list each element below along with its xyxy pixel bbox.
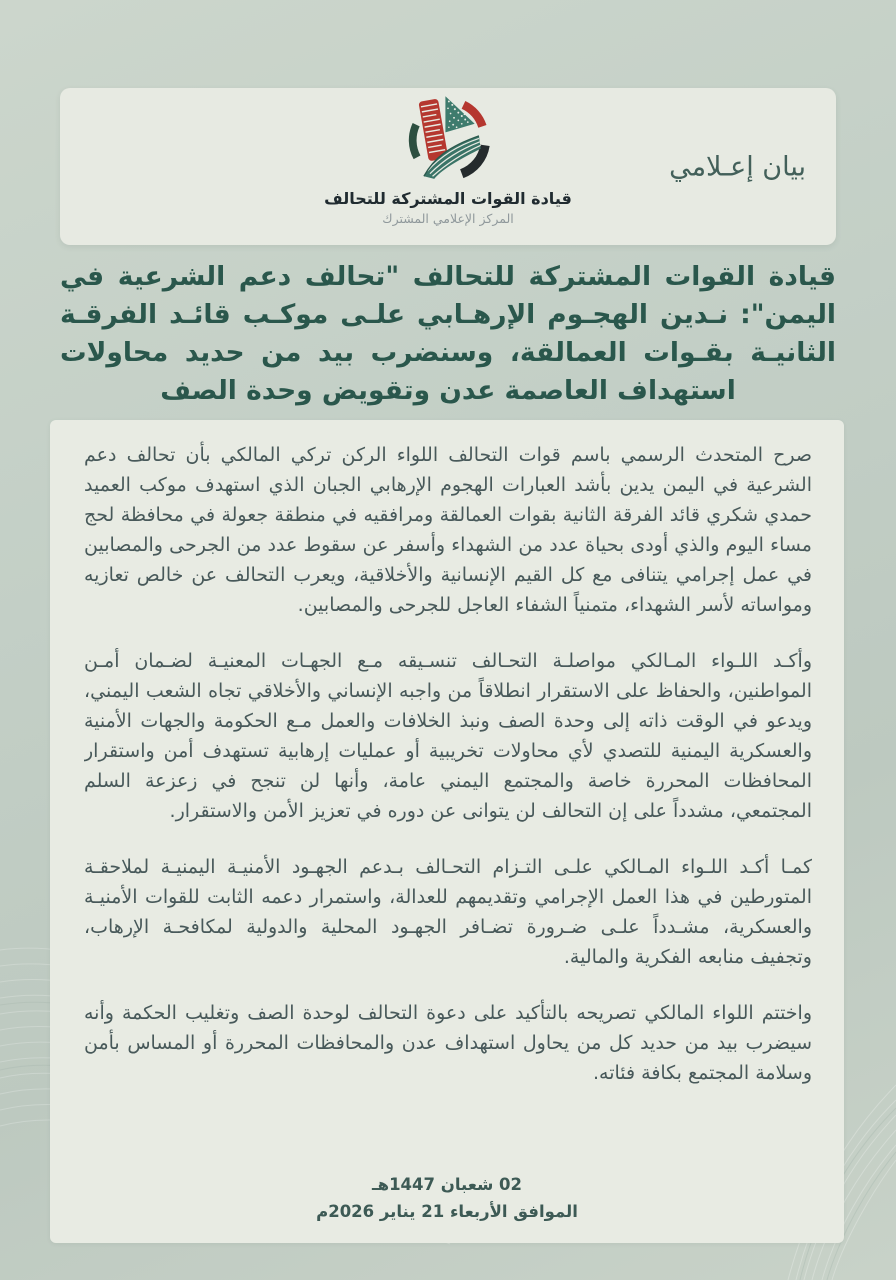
- gregorian-date: الموافق الأربعاء 21 يناير 2026م: [316, 1202, 578, 1221]
- coalition-logo: [288, 93, 608, 226]
- paragraph-2: وأكـد اللـواء المـالكي مواصلـة التحـالف تنسـيقه مـع الجهـات المعنيـة لضـمان أمـن المواطنين، والحفاظ على الاستقرار انطلاقاً من واجبه الإنساني والأخلاقي تجاه الشعب اليمني، ويدعو في الوقت ذاته إلى وحدة الصف ونبذ الخلافات والعمل مـع الحكومة والجهات الأمنية والعسكرية اليمنية للتصدي لأي محاولات تخريبية أو عمليات إرهابية تستهدف أمن واستقرار المحافظات المحررة خاصة والمجتمع اليمني عامة، وأنها لن تنجح في زعزعة السلم المجتمعي، مشدداً على إن التحالف لن يتوانى عن دوره في تعزيز الأمن والاستقرار.: [84, 650, 812, 822]
- header-card: [60, 88, 836, 245]
- statement-paragraphs: [84, 440, 812, 1153]
- date-block: [50, 1171, 844, 1225]
- hijri-date: 02 شعبان 1447هـ: [371, 1175, 523, 1194]
- statement-body-panel: [50, 420, 844, 1243]
- paragraph-1: صرح المتحدث الرسمي باسم قوات التحالف اللواء الركن تركي المالكي بأن تحالف دعم الشرعية في اليمن يدين بأشد العبارات الهجوم الإرهابي الجبان الذي استهدف موكب العميد حمدي شكري قائد الفرقة الثانية بقوات العمالقة ومرافقيه في منطقة جعولة في محافظة لحج مساء اليوم والذي أودى بحياة عدد من الشهداء وأسفر عن سقوط عدد من الجرحى والمصابين في عمل إجرامي يتنافى مع كل القيم الإنسانية والأخلاقية، ويعرب التحالف عن خالص تعازيه ومواساته لأسر الشهداء، متمنياً الشفاء العاجل للجرحى والمصابين.: [84, 444, 812, 616]
- paragraph-4: واختتم اللواء المالكي تصريحه بالتأكيد على دعوة التحالف لوحدة الصف وتغليب الحكمة وأنه سيضرب بيد من حديد كل من يحاول استهداف عدن والمحافظات المحررة أو المساس بأمن وسلامة المجتمع بكافة فئاته.: [84, 1002, 812, 1084]
- org-subtitle: المركز الإعلامي المشترك: [382, 211, 514, 226]
- statement-title: قيادة القوات المشتركة للتحالف "تحالف دعم الشرعية في اليمن": نـدين الهجـوم الإرهـابي علـى موكـب قائـد الفرقـة الثانيـة بقـوات العمالقة، وسنضرب بيد من حديد محاولات استهداف العاصمة عدن وتقويض وحدة الصف: [60, 261, 836, 406]
- statement-type-label: بيان إعـلامي: [669, 151, 806, 182]
- org-name: قيادة القوات المشتركة للتحالف: [324, 189, 572, 208]
- paragraph-3: كمـا أكـد اللـواء المـالكي علـى التـزام التحـالف بـدعم الجهـود الأمنيـة اليمنيـة لملاحقـة المتورطين في هذا العمل الإجرامي وتقديمهم للعدالة، واستمرار دعمه الثابت للقوات الأمنيـة والعسكرية، مشـدداً علـى ضـرورة تضـافر الجهـود المحلية والدولية لمكافحـة الإرهاب، وتجفيف منابعه الفكرية والمالية.: [84, 856, 812, 968]
- coalition-emblem-icon: [405, 93, 491, 189]
